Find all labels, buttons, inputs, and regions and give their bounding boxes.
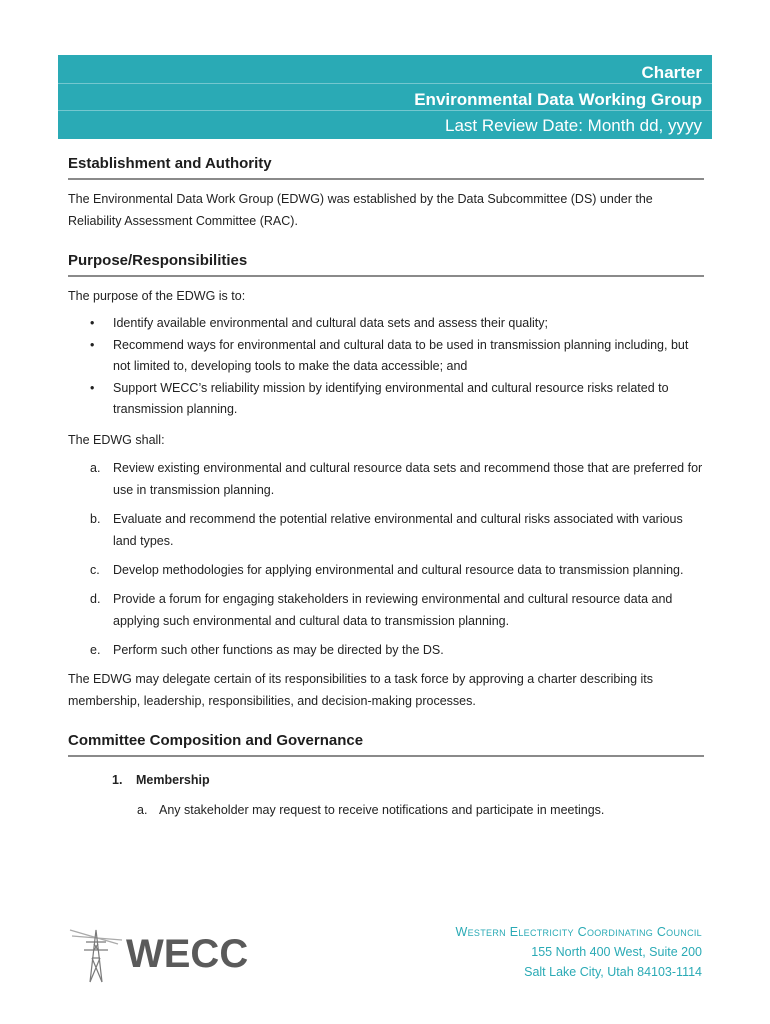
org-name: Western Electricity Coordinating Council bbox=[455, 925, 702, 939]
logo-wordmark: WECC bbox=[126, 932, 249, 976]
doc-type: Charter bbox=[641, 63, 702, 82]
list-item bbox=[90, 457, 704, 501]
group-name: Environmental Data Working Group bbox=[414, 90, 702, 109]
address-line-2: Salt Lake City, Utah 84103-1114 bbox=[524, 965, 702, 979]
list-item bbox=[137, 799, 704, 821]
paragraph: The EDWG may delegate certain of its responsibilities to a task force by approving a charter describing its membership, leadership, responsibilities, and decision-making processes. bbox=[68, 671, 653, 708]
list-text: Perform such other functions as may be directed by the DS. bbox=[113, 642, 444, 657]
document-body bbox=[68, 155, 704, 841]
list-item: • Identify available environmental and cultural data sets and assess their quality; bbox=[90, 313, 704, 335]
list-text: Provide a forum for engaging stakeholders in reviewing environmental and cultural resource data and applying such environmental and cultural data to transmission planning. bbox=[113, 591, 673, 628]
paragraph: The Environmental Data Work Group (EDWG) was established by the Data Subcommittee (DS) under the Reliability Assessment Committee (RAC). bbox=[68, 192, 653, 228]
transmission-tower-icon bbox=[68, 924, 126, 984]
list-item bbox=[90, 588, 704, 632]
list-text: Review existing environmental and cultural resource data sets and recommend those that are preferred for use in transmission planning. bbox=[113, 460, 703, 497]
list-marker: 1. bbox=[112, 772, 123, 787]
section-establishment bbox=[68, 155, 704, 232]
paragraph: The EDWG shall: bbox=[68, 432, 165, 447]
review-date: Last Review Date: Month dd, yyyy bbox=[444, 116, 702, 135]
list-marker: c. bbox=[90, 562, 100, 577]
bullet-list bbox=[68, 313, 704, 421]
list-marker: b. bbox=[90, 511, 101, 526]
header-banner bbox=[58, 55, 712, 139]
list-marker: d. bbox=[90, 591, 101, 606]
list-marker: a. bbox=[137, 802, 148, 817]
list-item: • Recommend ways for environmental and cultural data to be used in transmission planning including, but not limited to, developing tools to make the data accessible; and bbox=[90, 335, 704, 378]
subsection-title: Membership bbox=[136, 772, 210, 787]
list-text: Any stakeholder may request to receive notifications and participate in meetings. bbox=[159, 802, 605, 817]
list-item bbox=[90, 559, 704, 581]
section-composition bbox=[68, 732, 704, 821]
address-line-1: 155 North 400 West, Suite 200 bbox=[531, 945, 702, 959]
lettered-list bbox=[68, 457, 704, 661]
list-item bbox=[90, 508, 704, 552]
list-marker: e. bbox=[90, 642, 101, 657]
footer-address bbox=[456, 922, 702, 982]
section-heading: Purpose/Responsibilities bbox=[68, 252, 704, 277]
wecc-logo bbox=[68, 924, 278, 984]
list-text: Develop methodologies for applying environmental and cultural resource data to transmission planning. bbox=[113, 562, 684, 577]
list-item: • Support WECC’s reliability mission by identifying environmental and cultural resource risks related to transmission planning. bbox=[90, 378, 704, 421]
subsection-membership bbox=[112, 769, 704, 791]
paragraph: The purpose of the EDWG is to: bbox=[68, 289, 246, 303]
section-heading: Establishment and Authority bbox=[68, 155, 704, 180]
section-heading: Committee Composition and Governance bbox=[68, 732, 704, 757]
list-item bbox=[90, 639, 704, 661]
list-marker: a. bbox=[90, 460, 101, 475]
list-text: Evaluate and recommend the potential relative environmental and cultural risks associated with various land types. bbox=[113, 511, 683, 548]
section-purpose bbox=[68, 252, 704, 712]
